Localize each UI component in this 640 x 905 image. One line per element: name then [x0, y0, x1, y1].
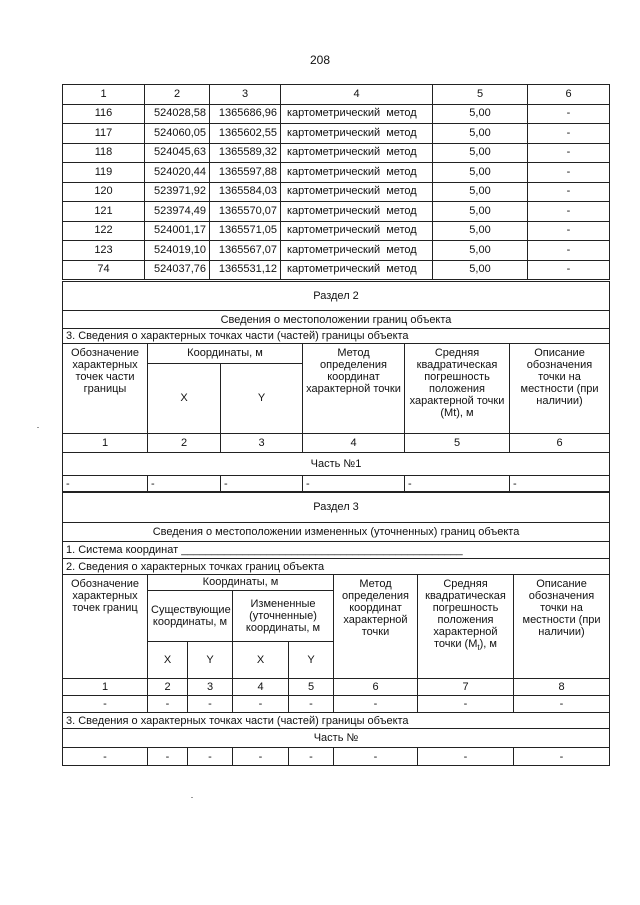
col-designation: Обозначение характерных точек границ	[63, 575, 148, 679]
table-cell: 121	[63, 202, 145, 222]
section3-subtitle: Сведения о местоположении измененных (уточненных) границ объекта	[63, 523, 610, 542]
table-cell: 116	[63, 104, 145, 124]
col-description: Описание обозначения точки на местности (при наличии)	[514, 575, 610, 679]
section2-item3: 3. Сведения о характерных точках части (частей) границы объекта	[63, 329, 610, 344]
table-cell: -	[528, 124, 610, 144]
table-cell: 5,00	[433, 124, 528, 144]
column-number: 1	[63, 679, 148, 696]
column-number: 6	[510, 434, 610, 453]
table-cell: картометрический метод	[281, 202, 433, 222]
empty-cell: -	[63, 696, 148, 713]
table-cell: -	[528, 104, 610, 124]
empty-cell: -	[148, 476, 221, 493]
table-cell: картометрический метод	[281, 163, 433, 183]
empty-cell: -	[289, 748, 334, 766]
table-cell: 1365589,32	[210, 143, 281, 163]
page-number: 208	[309, 53, 331, 67]
table-cell: 122	[63, 221, 145, 241]
col-error	[418, 575, 514, 679]
table-cell: 1365571,05	[210, 221, 281, 241]
table-cell: 117	[63, 124, 145, 144]
table-cell: картометрический метод	[281, 104, 433, 124]
table-cell: 5,00	[433, 241, 528, 261]
table-cell: -	[528, 260, 610, 280]
column-number: 5	[289, 679, 334, 696]
table-cell: 1365602,55	[210, 124, 281, 144]
table-cell: картометрический метод	[281, 143, 433, 163]
table-cell: 118	[63, 143, 145, 163]
table-cell: 5,00	[433, 104, 528, 124]
table-row	[63, 221, 610, 241]
table-cell: картометрический метод	[281, 241, 433, 261]
col-x: X	[148, 642, 188, 679]
empty-cell: -	[188, 696, 233, 713]
section2-table	[62, 281, 610, 493]
empty-cell: -	[303, 476, 405, 493]
empty-cell: -	[221, 476, 303, 493]
col-error: Средняя квадратическая погрешность положения характерной точки (Mt), м	[405, 344, 510, 434]
table-cell: 119	[63, 163, 145, 183]
col-description: Описание обозначения точки на местности (при наличии)	[510, 344, 610, 434]
column-number: 1	[63, 434, 148, 453]
column-number: 4	[303, 434, 405, 453]
table-cell: -	[528, 143, 610, 163]
table-cell: 5,00	[433, 221, 528, 241]
table-cell: 523971,92	[145, 182, 210, 202]
col-coordinates: Координаты, м	[148, 344, 303, 364]
table-row	[63, 182, 610, 202]
column-number: 3	[188, 679, 233, 696]
col-error-sub: t	[477, 643, 480, 653]
table-cell: 524060,05	[145, 124, 210, 144]
table-cell: 524037,76	[145, 260, 210, 280]
empty-cell: -	[514, 748, 610, 766]
table-row	[63, 124, 610, 144]
column-number: 6	[334, 679, 418, 696]
table-row	[63, 143, 610, 163]
empty-cell: -	[233, 696, 289, 713]
col-error-tail: ), м	[479, 638, 497, 650]
section3-part: Часть №	[63, 729, 610, 748]
table-cell: -	[528, 202, 610, 222]
header-cell: 4	[281, 85, 433, 105]
section3-item2: 2. Сведения о характерных точках границ объекта	[63, 559, 610, 575]
header-cell: 5	[433, 85, 528, 105]
table-cell: 524019,10	[145, 241, 210, 261]
header-cell: 6	[528, 85, 610, 105]
table-row	[63, 104, 610, 124]
coordinates-table	[62, 84, 610, 280]
table-cell: 523974,49	[145, 202, 210, 222]
table-cell: 5,00	[433, 182, 528, 202]
empty-cell: -	[63, 476, 148, 493]
column-number: 2	[148, 434, 221, 453]
column-number: 3	[221, 434, 303, 453]
column-number: 8	[514, 679, 610, 696]
table-cell: -	[528, 163, 610, 183]
empty-cell: -	[514, 696, 610, 713]
table-cell: 524028,58	[145, 104, 210, 124]
header-cell: 3	[210, 85, 281, 105]
col-method: Метод определения координат характерной точки	[334, 575, 418, 679]
coordinates-table-header	[63, 85, 610, 105]
table-cell: 123	[63, 241, 145, 261]
section2-subtitle: Сведения о местоположении границ объекта	[63, 311, 610, 329]
col-y: Y	[221, 363, 303, 433]
table-cell: -	[528, 182, 610, 202]
table-cell: 120	[63, 182, 145, 202]
col-x: X	[148, 363, 221, 433]
column-number: 5	[405, 434, 510, 453]
table-cell: 5,00	[433, 143, 528, 163]
table-cell: 5,00	[433, 202, 528, 222]
table-cell: 1365567,07	[210, 241, 281, 261]
table-cell: 1365686,96	[210, 104, 281, 124]
col-designation: Обозначение характерных точек части границы	[63, 344, 148, 434]
col-existing: Существующие координаты, м	[148, 590, 233, 641]
empty-cell: -	[418, 748, 514, 766]
table-cell: -	[528, 221, 610, 241]
col-x: X	[233, 642, 289, 679]
section3-title: Раздел 3	[63, 492, 610, 523]
col-method: Метод определения координат характерной точки	[303, 344, 405, 434]
header-cell: 2	[145, 85, 210, 105]
scan-speck	[37, 427, 39, 428]
empty-cell: -	[405, 476, 510, 493]
col-y: Y	[188, 642, 233, 679]
table-cell: 524045,63	[145, 143, 210, 163]
section2-part: Часть №1	[63, 453, 610, 476]
table-cell: -	[528, 241, 610, 261]
table-cell: картометрический метод	[281, 221, 433, 241]
table-row	[63, 163, 610, 183]
table-cell: 5,00	[433, 260, 528, 280]
empty-cell: -	[188, 748, 233, 766]
table-row	[63, 260, 610, 280]
table-cell: 524001,17	[145, 221, 210, 241]
col-changed: Измененные (уточненные) координаты, м	[233, 590, 334, 641]
column-number: 4	[233, 679, 289, 696]
table-row	[63, 241, 610, 261]
empty-cell: -	[334, 748, 418, 766]
empty-cell: -	[63, 748, 148, 766]
table-cell: 5,00	[433, 163, 528, 183]
column-number: 7	[418, 679, 514, 696]
empty-cell: -	[233, 748, 289, 766]
table-cell: картометрический метод	[281, 260, 433, 280]
table-cell: 1365584,03	[210, 182, 281, 202]
column-number: 2	[148, 679, 188, 696]
table-cell: 524020,44	[145, 163, 210, 183]
col-y: Y	[289, 642, 334, 679]
col-error-text: Средняя квадратическая погрешность положения характерной точки (M	[425, 578, 506, 650]
empty-cell: -	[510, 476, 610, 493]
table-cell: картометрический метод	[281, 124, 433, 144]
header-cell: 1	[63, 85, 145, 105]
empty-cell: -	[289, 696, 334, 713]
empty-cell: -	[418, 696, 514, 713]
table-cell: 1365597,88	[210, 163, 281, 183]
table-cell: 74	[63, 260, 145, 280]
table-cell: картометрический метод	[281, 182, 433, 202]
table-row	[63, 202, 610, 222]
col-coordinates: Координаты, м	[148, 575, 334, 591]
empty-cell: -	[148, 696, 188, 713]
empty-cell: -	[148, 748, 188, 766]
section3-table	[62, 491, 610, 766]
table-cell: 1365570,07	[210, 202, 281, 222]
section3-item3: 3. Сведения о характерных точках части (частей) границы объекта	[63, 713, 610, 729]
empty-cell: -	[334, 696, 418, 713]
scan-speck	[191, 797, 193, 798]
section3-item1: 1. Система координат ______________________________________________	[63, 542, 610, 559]
table-cell: 1365531,12	[210, 260, 281, 280]
section2-title: Раздел 2	[63, 282, 610, 311]
